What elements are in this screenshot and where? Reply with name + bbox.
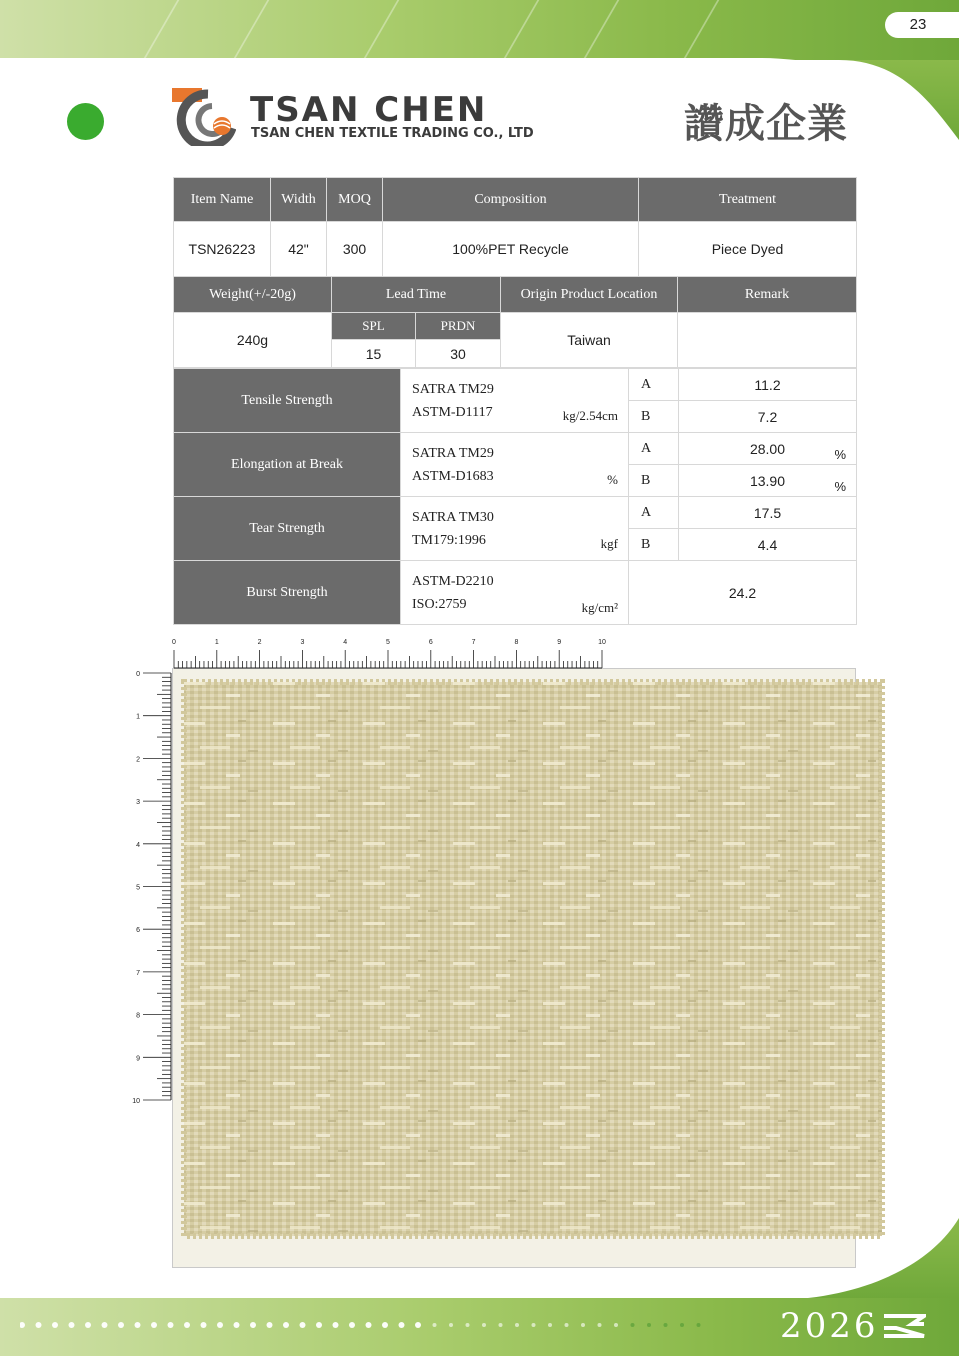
elongation-std-2: ASTM-D1683 — [412, 468, 494, 484]
tear-b-label: B — [629, 529, 679, 561]
tensile-unit: kg/2.54cm — [562, 408, 618, 423]
footer-year: 2026 — [780, 1306, 879, 1346]
tensile-std-1: SATRA TM29 — [412, 381, 494, 397]
treatment-value: Piece Dyed — [639, 222, 857, 277]
elongation-std-1: SATRA TM29 — [412, 445, 494, 461]
moq-value: 300 — [327, 222, 383, 277]
tensile-a-label: A — [629, 369, 679, 401]
header-composition: Composition — [383, 178, 639, 222]
ruler-v-label: 0 — [136, 671, 140, 678]
ruler-v-label: 9 — [136, 1055, 140, 1063]
header-item-name: Item Name — [174, 178, 271, 222]
header-weight: Weight(+/-20g) — [174, 277, 332, 313]
ruler-h-label: 5 — [386, 639, 390, 646]
tear-strength-label: Tear Strength — [174, 497, 401, 561]
ruler-h-label: 6 — [428, 639, 433, 646]
prdn-value: 30 — [416, 340, 501, 368]
header-prdn: PRDN — [416, 313, 501, 340]
width-value: 42" — [271, 222, 327, 277]
ruler-v-label: 2 — [136, 756, 140, 764]
burst-unit: kg/cm² — [581, 600, 618, 615]
ruler-h-label: 9 — [557, 639, 562, 646]
burst-strength-label: Burst Strength — [174, 561, 401, 625]
header-spl: SPL — [332, 313, 416, 340]
ruler-v-label: 7 — [136, 969, 140, 977]
origin-value: Taiwan — [501, 313, 678, 368]
header-moq: MOQ — [327, 178, 383, 222]
ruler-h-label: 2 — [257, 639, 262, 646]
elongation-a-label: A — [629, 433, 679, 465]
tear-b-number: 4.4 — [757, 536, 778, 553]
ruler-v-label: 10 — [132, 1098, 140, 1105]
elongation-b-label: B — [629, 465, 679, 497]
ruler-h-label: 1 — [214, 639, 219, 646]
elongation-label: Elongation at Break — [174, 433, 401, 497]
footer-dots — [20, 1320, 710, 1330]
ruler-h-label: 7 — [471, 639, 476, 646]
ruler-h-label: 4 — [343, 639, 348, 646]
weight-value: 240g — [174, 313, 332, 368]
tear-std-2: TM179:1996 — [412, 532, 486, 548]
composition-value: 100%PET Recycle — [383, 222, 639, 277]
tear-std-1: SATRA TM30 — [412, 509, 494, 525]
brand-chinese-name: 讚成企業 — [684, 100, 848, 147]
header-lead-time: Lead Time — [332, 277, 501, 313]
elongation-b-unit: % — [834, 479, 846, 494]
ruler-v-label: 5 — [136, 884, 140, 892]
elongation-a-unit: % — [834, 447, 846, 462]
item-name-value: TSN26223 — [174, 222, 271, 277]
ruler-v-label: 8 — [136, 1012, 140, 1020]
tensile-b-number: 7.2 — [757, 408, 778, 425]
header-remark: Remark — [678, 277, 857, 313]
footer-logo-icon — [882, 1314, 926, 1338]
tear-unit: kgf — [600, 536, 618, 551]
page-number: 23 — [885, 12, 959, 38]
tear-a-label: A — [629, 497, 679, 529]
ruler-v-label: 3 — [136, 799, 140, 807]
brand-subtitle: TSAN CHEN TEXTILE TRADING CO., LTD — [251, 126, 534, 141]
tensile-std-2: ASTM-D1117 — [412, 404, 493, 420]
elongation-unit: % — [607, 472, 618, 487]
tensile-a-number: 11.2 — [754, 376, 781, 393]
ruler-v-label: 6 — [136, 927, 140, 935]
ruler-h-label: 0 — [172, 639, 176, 646]
brand-name: TSAN CHEN — [250, 90, 488, 130]
spl-value: 15 — [332, 340, 416, 368]
ruler-v-label: 4 — [136, 841, 140, 849]
header-origin: Origin Product Location — [501, 277, 678, 313]
ruler-h-label: 8 — [514, 639, 519, 646]
ruler-v-label: 1 — [136, 713, 140, 721]
burst-std-1: ASTM-D2210 — [412, 573, 494, 589]
tear-a-number: 17.5 — [753, 504, 782, 521]
tensile-strength-label: Tensile Strength — [174, 369, 401, 433]
burst-value: 24.2 — [629, 561, 857, 625]
elongation-a-number: 28.00 — [749, 440, 786, 457]
elongation-b-number: 13.90 — [749, 472, 786, 489]
ruler-h-label: 10 — [598, 639, 606, 646]
burst-std-2: ISO:2759 — [412, 596, 467, 612]
header-width: Width — [271, 178, 327, 222]
header-treatment: Treatment — [639, 178, 857, 222]
ruler-h-label: 3 — [300, 639, 305, 646]
tensile-b-label: B — [629, 401, 679, 433]
